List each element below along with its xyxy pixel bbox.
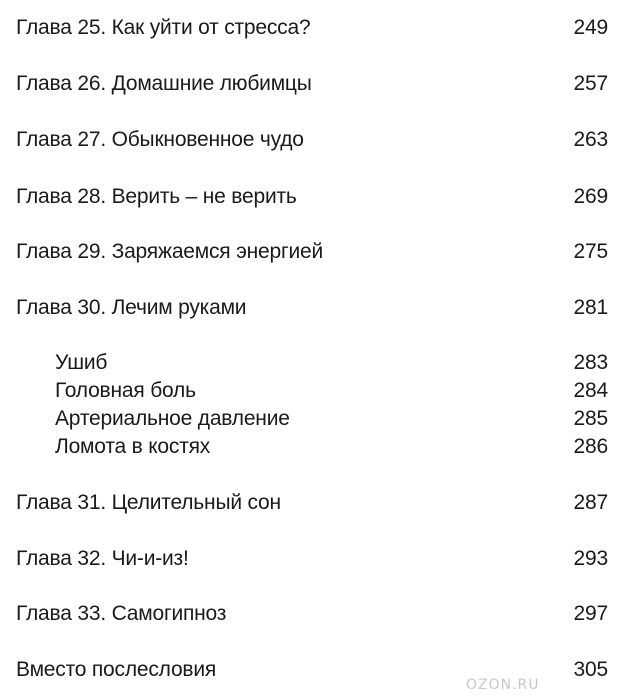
toc-entry-title: Глава 33. Самогипноз	[16, 602, 227, 625]
toc-entry-page: 293	[573, 547, 608, 570]
toc-subentry-headache	[55, 377, 608, 405]
toc-entry-chapter-27	[16, 126, 608, 154]
toc-entry-title: Вместо послесловия	[16, 658, 217, 681]
toc-entry-chapter-32	[16, 545, 608, 573]
toc-entry-chapter-31	[16, 489, 608, 517]
toc-entry-title: Глава 29. Заряжаемся энергией	[16, 240, 323, 263]
toc-entry-page: 286	[573, 435, 608, 458]
toc-entry-page: 305	[573, 658, 608, 681]
toc-entry-page: 285	[573, 407, 608, 430]
toc-entry-title: Глава 27. Обыкновенное чудо	[16, 128, 304, 151]
toc-entry-page: 263	[573, 128, 608, 151]
toc-entry-chapter-29	[16, 238, 608, 266]
toc-entry-title: Глава 28. Верить – не верить	[16, 185, 297, 208]
toc-entry-page: 275	[573, 240, 608, 263]
toc-entry-title: Глава 26. Домашние любимцы	[16, 72, 312, 95]
toc-entry-chapter-25	[16, 14, 608, 42]
toc-entry-chapter-33	[16, 600, 608, 628]
toc-entry-page: 284	[573, 379, 608, 402]
toc-entry-title: Глава 32. Чи-и-из!	[16, 547, 189, 570]
toc-entry-page: 249	[573, 16, 608, 39]
toc-subentry-bone-ache	[55, 433, 608, 461]
toc-entry-title: Артериальное давление	[55, 407, 290, 430]
toc-entry-page: 281	[573, 296, 608, 319]
toc-subentry-bruise	[55, 349, 608, 377]
toc-subentry-blood-pressure	[55, 405, 608, 433]
toc-entry-title: Глава 25. Как уйти от стресса?	[16, 16, 311, 39]
toc-entry-chapter-28	[16, 183, 608, 211]
toc-entry-page: 287	[573, 491, 608, 514]
toc-entry-title: Ушиб	[55, 351, 108, 374]
toc-entry-page: 283	[573, 351, 608, 374]
toc-entry-page: 297	[573, 602, 608, 625]
toc-entry-title: Глава 30. Лечим руками	[16, 296, 247, 319]
toc-entry-page: 269	[573, 185, 608, 208]
ozon-watermark: OZON.RU	[466, 677, 540, 693]
toc-entry-title: Ломота в костях	[55, 435, 211, 458]
toc-entry-chapter-30	[16, 294, 608, 322]
toc-entry-title: Глава 31. Целительный сон	[16, 491, 281, 514]
toc-entry-chapter-26	[16, 70, 608, 98]
toc-entry-page: 257	[573, 72, 608, 95]
toc-entry-title: Головная боль	[55, 379, 196, 402]
